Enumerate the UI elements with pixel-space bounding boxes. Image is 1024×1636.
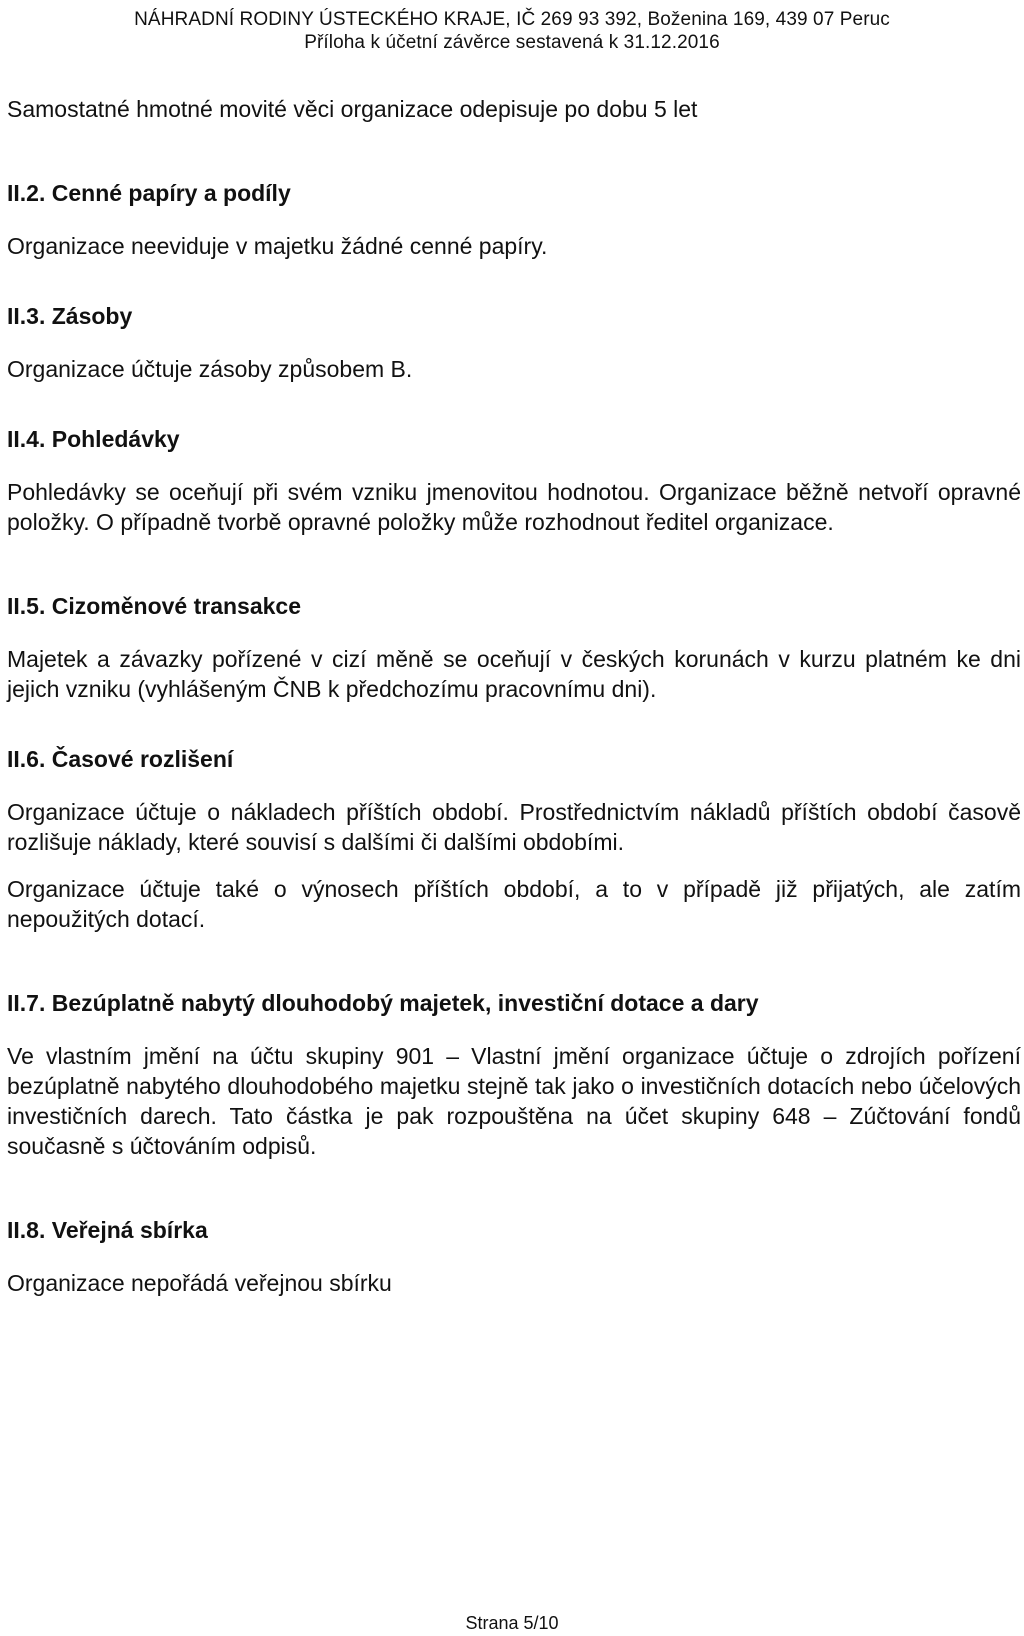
intro-paragraph: Samostatné hmotné movité věci organizace odepisuje po dobu 5 let: [7, 96, 698, 122]
section-5-paragraph: Majetek a závazky pořízené v cizí měně se oceňují v českých korunách v kurzu platném ke dni jejich vzniku (vyhlášeným ČNB k předchozímu pracovnímu dni).: [7, 646, 1021, 702]
header-organization: NÁHRADNÍ RODINY ÚSTECKÉHO KRAJE, IČ 269 93 392, Boženina 169, 439 07 Peruc: [134, 9, 890, 30]
section-6-paragraph-2: Organizace účtuje také o výnosech příštích období, a to v případě již přijatých, ale zatím nepoužitých dotací.: [7, 876, 1021, 932]
section-heading-5: II.5. Cizoměnové transakce: [7, 593, 302, 619]
document-header: [0, 8, 1024, 54]
section-heading-4: II.4. Pohledávky: [7, 426, 180, 452]
section-heading-2: II.2. Cenné papíry a podíly: [7, 180, 291, 206]
section-2-paragraph: Organizace neeviduje v majetku žádné cenné papíry.: [7, 233, 548, 259]
section-6-paragraph-1: Organizace účtuje o nákladech příštích období. Prostřednictvím nákladů příštích období časově rozlišuje náklady, které souvisí s dalšími či dalšími obdobími.: [7, 799, 1021, 855]
section-heading-6: II.6. Časové rozlišení: [7, 746, 234, 772]
header-subtitle: Příloha k účetní závěrce sestavená k 31.12.2016: [304, 32, 720, 53]
section-4-paragraph: Pohledávky se oceňují při svém vzniku jmenovitou hodnotou. Organizace běžně netvoří opravné položky. O případně tvorbě opravné položky může rozhodnout ředitel organizace.: [7, 479, 1021, 535]
page-number: Strana 5/10: [465, 1613, 559, 1633]
section-heading-3: II.3. Zásoby: [7, 303, 133, 329]
document-body: [7, 94, 1021, 1298]
section-8-paragraph: Organizace nepořádá veřejnou sbírku: [7, 1270, 392, 1296]
section-3-paragraph: Organizace účtuje zásoby způsobem B.: [7, 356, 413, 382]
section-heading-7: II.7. Bezúplatně nabytý dlouhodobý majetek, investiční dotace a dary: [7, 990, 759, 1016]
section-heading-8: II.8. Veřejná sbírka: [7, 1217, 208, 1243]
section-7-paragraph: Ve vlastním jmění na účtu skupiny 901 – Vlastní jmění organizace účtuje o zdrojích pořízení bezúplatně nabytého dlouhodobého majetku stejně tak jako o investičních dotacích nebo účelových investičních darech. Tato částka je pak rozpouštěna na účet skupiny 648 – Zúčtování fondů současně s účtováním odpisů.: [7, 1043, 1021, 1159]
